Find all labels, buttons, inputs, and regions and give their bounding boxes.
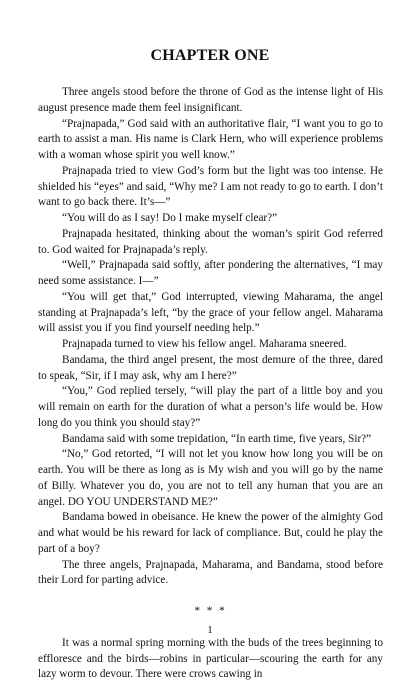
page-number: 1 — [207, 624, 213, 636]
paragraph: “Well,” Prajnapada said softly, after pondering the alternatives, “I may need some assistance. I—” — [38, 259, 383, 287]
paragraph: Prajnapada tried to view God’s form but the light was too intense. He shielded his “eyes” and said, “Why me? I am not ready to go to earth. I don’t want to go back there. It’s—” — [38, 164, 383, 209]
paragraph: “Prajnapada,” God said with an authoritative flair, “I want you to go to earth to assist a man. His name is Clark Hern, who will experience problems with a woman whose spirit you well know.” — [38, 117, 383, 161]
paragraph: Bandama said with some trepidation, “In earth time, five years, Sir?” — [62, 432, 372, 445]
chapter-body — [38, 85, 383, 683]
paragraph: Bandama, the third angel present, the most demure of the three, dared to speak, “Sir, if I may ask, why am I here?” — [38, 353, 383, 382]
paragraph: Prajnapada hesitated, thinking about the woman’s spirit God referred to. God waited for Prajnapada’s reply. — [38, 227, 383, 256]
paragraph: Prajnapada turned to view his fellow angel. Maharama sneered. — [62, 338, 347, 350]
paragraph: Three angels stood before the throne of God as the intense light of His august presence made them feel insignificant. — [38, 86, 383, 114]
paragraph: “No,” God retorted, “I will not let you know how long you will be on earth. You will be there as long as is My wish and you will go by the name of Billy. Whatever you do, you are not to tell any human that you are an angel. DO YOU UNDERSTAND ME?” — [38, 448, 383, 508]
section-separator: * * * — [194, 605, 227, 617]
paragraph: “You will get that,” God interrupted, viewing Maharama, the angel standing at Prajnapada’s left, “by the grace of your fellow angel. Maharama will assist you if you find yourself needing help.” — [38, 290, 383, 335]
paragraph: Bandama bowed in obeisance. He knew the power of the almighty God and what would be his reward for lack of compliance. But, could he play the part of a boy? — [38, 511, 383, 555]
paragraph: “You will do as I say! Do I make myself clear?” — [62, 212, 278, 224]
paragraph: The three angels, Prajnapada, Maharama, and Bandama, stood before their Lord for parting advice. — [38, 558, 383, 587]
paragraph: “You,” God replied tersely, “will play the part of a little boy and you will remain on earth for the duration of what a person’s life would be. How long do you think you should stay?” — [38, 385, 383, 429]
chapter-title: CHAPTER ONE — [150, 47, 270, 64]
paragraph: It was a normal spring morning with the buds of the trees beginning to effloresce and the birds—robins in particular—scouring the earth for any lazy worm to devour. There were crows cawing in — [38, 636, 383, 681]
